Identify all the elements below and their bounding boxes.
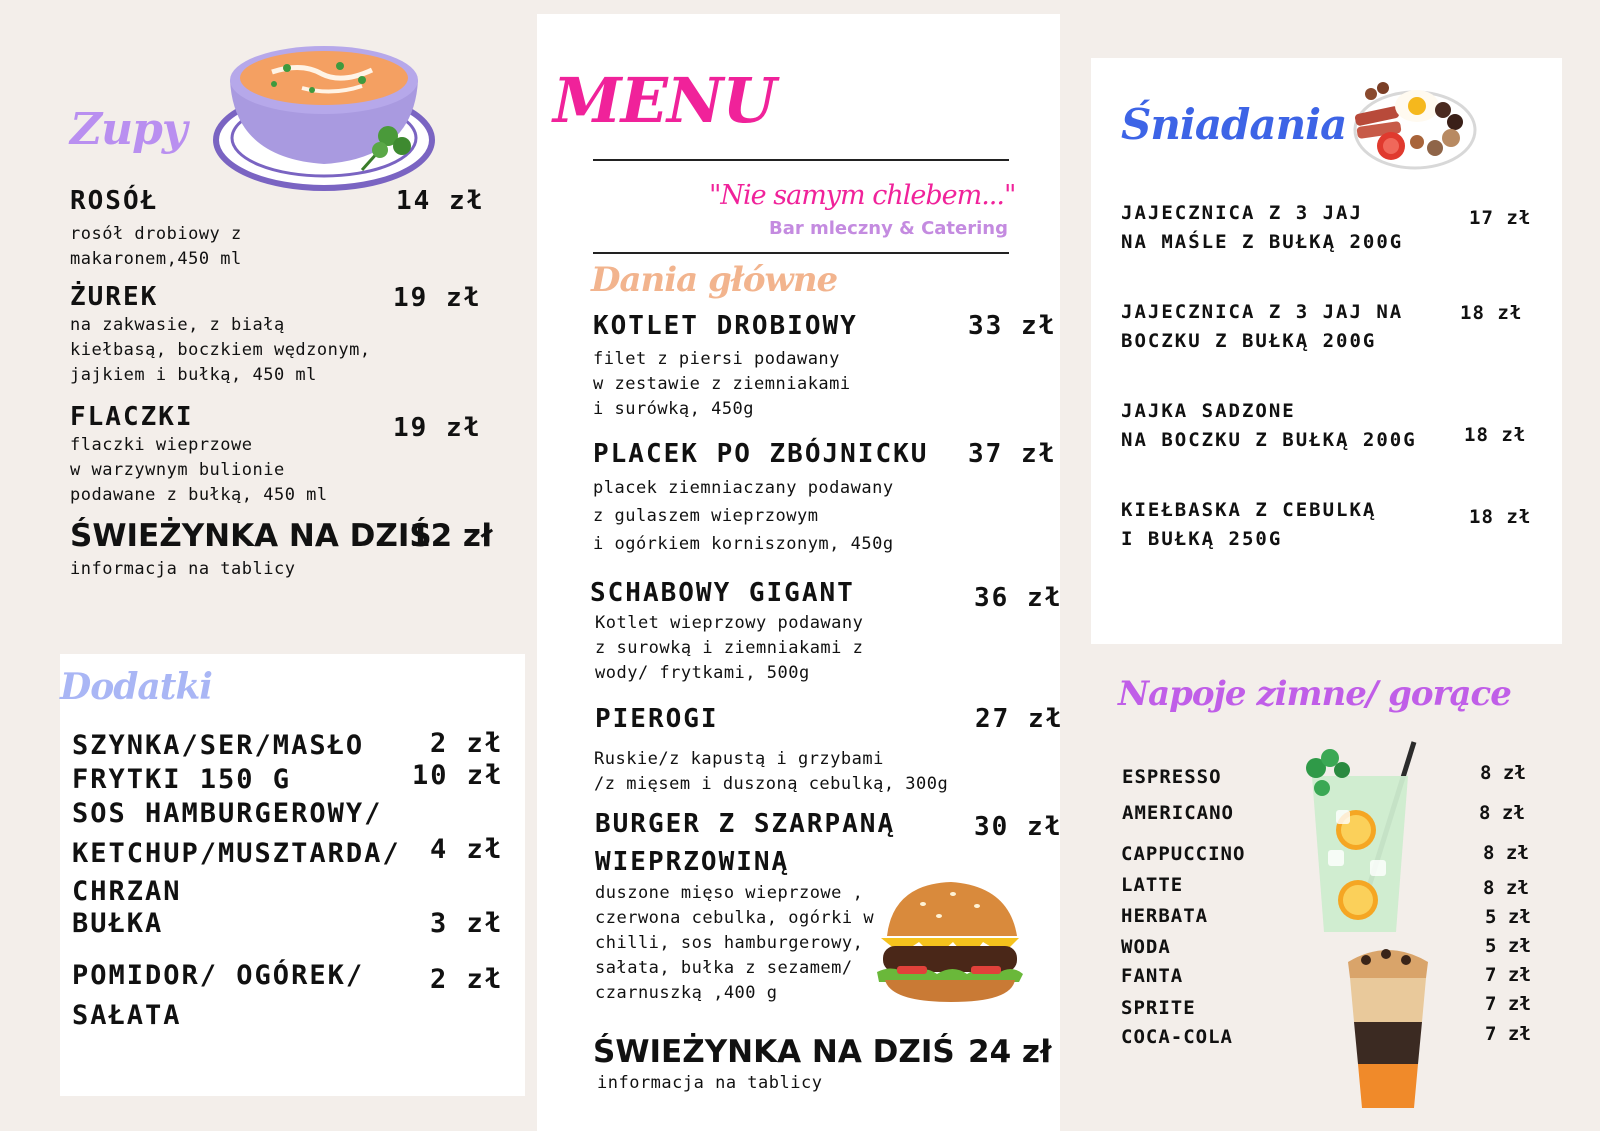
drink-item-price: 8 zł bbox=[1483, 842, 1529, 864]
divider-bottom bbox=[593, 252, 1009, 254]
soup-item-desc: flaczki wieprzowe w warzywnym bulionie podawane z bułką, 450 ml bbox=[70, 435, 328, 505]
burger-illustration bbox=[873, 880, 1025, 1006]
tagline: "Nie samym chlebem..." bbox=[709, 180, 1016, 211]
side-item-price: 2 zł bbox=[430, 964, 504, 995]
breakfast-item-name: JAJECZNICA Z 3 JAJ NA MAŚLE Z BUŁKĄ 200G bbox=[1121, 202, 1404, 253]
soup-item-desc: na zakwasie, z białą kiełbasą, boczkiem wędzonym, jajkiem i bułką, 450 ml bbox=[70, 315, 371, 385]
main-item-desc: Kotlet wieprzowy podawany z surowką i ziemniakami z wody/ frytkami, 500g bbox=[595, 613, 864, 683]
drink-item-price: 8 zł bbox=[1480, 762, 1526, 784]
main-special-price: 24 zł bbox=[968, 1034, 1052, 1070]
main-panel bbox=[537, 14, 1064, 1131]
main-item-price: 30 zł bbox=[974, 812, 1063, 842]
lemonade-glass-illustration bbox=[1296, 740, 1424, 936]
breakfast-item-price: 17 zł bbox=[1469, 207, 1532, 229]
drink-item-name: ESPRESSO bbox=[1122, 766, 1222, 788]
breakfast-item-price: 18 zł bbox=[1464, 424, 1527, 446]
drink-item-price: 8 zł bbox=[1479, 802, 1525, 824]
main-item-price: 27 zł bbox=[975, 704, 1064, 734]
breakfast-item-price: 18 zł bbox=[1460, 302, 1523, 324]
side-item-price: 4 zł bbox=[430, 834, 504, 865]
side-item-name: FRYTKI 150 G bbox=[72, 764, 292, 795]
sides-panel bbox=[60, 654, 525, 1096]
sides-heading: Dodatki bbox=[60, 666, 212, 708]
breakfast-item-name: KIEŁBASKA Z CEBULKĄ I BUŁKĄ 250G bbox=[1121, 499, 1377, 550]
main-item-desc: placek ziemniaczany podawany z gulaszem wieprzowym i ogórkiem korniszonym, 450g bbox=[593, 478, 894, 554]
drink-item-price: 8 zł bbox=[1483, 877, 1529, 899]
breakfast-item-name: JAJKA SADZONE NA BOCZKU Z BUŁKĄ 200G bbox=[1121, 400, 1417, 451]
main-item-desc: Ruskie/z kapustą i grzybami /z mięsem i duszoną cebulką, 300g bbox=[594, 749, 949, 794]
main-item-name: PLACEK PO ZBÓJNICKU bbox=[593, 439, 929, 469]
side-item-price: 10 zł bbox=[412, 760, 504, 791]
soup-item-desc: rosół drobiowy z makaronem,450 ml bbox=[70, 224, 242, 269]
drink-item-price: 7 zł bbox=[1485, 993, 1531, 1015]
side-item-name: CHRZAN bbox=[72, 876, 182, 907]
iced-coffee-illustration bbox=[1340, 944, 1436, 1112]
soup-item-name: ŻUREK bbox=[70, 282, 159, 312]
soups-heading: Zupy bbox=[70, 104, 187, 155]
side-item-name: POMIDOR/ OGÓREK/ bbox=[72, 960, 365, 991]
soup-item-price: 14 zł bbox=[396, 186, 485, 216]
soup-item-name: ROSÓŁ bbox=[70, 186, 159, 216]
side-item-price: 2 zł bbox=[430, 728, 504, 759]
side-item-name: SAŁATA bbox=[72, 1000, 182, 1031]
drink-item-name: CAPPUCCINO bbox=[1121, 843, 1246, 865]
menu-title: MENU bbox=[553, 64, 776, 137]
breakfast-plate-illustration bbox=[1351, 80, 1479, 172]
drink-item-name: HERBATA bbox=[1121, 905, 1209, 927]
drink-item-name: FANTA bbox=[1121, 965, 1184, 987]
soup-item-price: 19 zł bbox=[393, 283, 482, 313]
side-item-price: 3 zł bbox=[430, 908, 504, 939]
main-item-desc: duszone mięso wieprzowe , czerwona cebulka, ogórki w chilli, sos hamburgerowy, sałata, bułka z sezamem/ czarnuszką ,400 g bbox=[595, 883, 875, 1003]
side-item-name: SOS HAMBURGEROWY/ bbox=[72, 798, 383, 829]
soups-special-name: ŚWIEŻYNKA NA DZIŚ bbox=[70, 518, 432, 554]
main-item-name: SCHABOWY GIGANT bbox=[590, 578, 855, 608]
breakfast-heading: Śniadania bbox=[1121, 100, 1347, 149]
breakfast-item-name: JAJECZNICA Z 3 JAJ NA BOCZKU Z BUŁKĄ 200G bbox=[1121, 301, 1404, 352]
main-item-name: PIEROGI bbox=[595, 704, 719, 734]
main-item-price: 37 zł bbox=[968, 439, 1057, 469]
drink-item-name: SPRITE bbox=[1121, 997, 1196, 1019]
soup-item-name: FLACZKI bbox=[70, 402, 194, 432]
divider-top bbox=[593, 159, 1009, 161]
breakfast-panel bbox=[1091, 58, 1562, 644]
drinks-heading: Napoje zimne/ gorące bbox=[1118, 674, 1511, 714]
breakfast-item-price: 18 zł bbox=[1469, 506, 1532, 528]
main-item-desc: filet z piersi podawany w zestawie z ziemniakami i surówką, 450g bbox=[593, 349, 851, 419]
soups-special-note: informacja na tablicy bbox=[70, 559, 296, 579]
drink-item-name: COCA-COLA bbox=[1121, 1026, 1233, 1048]
soup-bowl-illustration bbox=[212, 30, 440, 196]
brand-name: Bar mleczny & Catering bbox=[769, 218, 1008, 239]
side-item-name: SZYNKA/SER/MASŁO bbox=[72, 730, 365, 761]
main-item-name: KOTLET DROBIOWY bbox=[593, 311, 858, 341]
main-item-name-line2: WIEPRZOWINĄ bbox=[595, 847, 790, 877]
drink-item-name: AMERICANO bbox=[1122, 802, 1234, 824]
drink-item-price: 7 zł bbox=[1485, 1023, 1531, 1045]
drink-item-price: 7 zł bbox=[1485, 964, 1531, 986]
main-special-name: ŚWIEŻYNKA NA DZIŚ bbox=[593, 1034, 955, 1070]
drink-item-name: WODA bbox=[1121, 936, 1171, 958]
main-special-note: informacja na tablicy bbox=[597, 1073, 823, 1093]
main-item-price: 33 zł bbox=[968, 311, 1057, 341]
side-item-name: BUŁKA bbox=[72, 908, 164, 939]
drink-item-price: 5 zł bbox=[1485, 906, 1531, 928]
soups-special-price: 12 zł bbox=[409, 518, 493, 554]
drink-item-name: LATTE bbox=[1121, 874, 1184, 896]
main-heading: Dania główne bbox=[591, 260, 838, 300]
soup-item-price: 19 zł bbox=[393, 413, 482, 443]
main-item-price: 36 zł bbox=[974, 583, 1063, 613]
drink-item-price: 5 zł bbox=[1485, 935, 1531, 957]
side-item-name: KETCHUP/MUSZTARDA/ bbox=[72, 838, 401, 869]
main-item-name: BURGER Z SZARPANĄ bbox=[595, 809, 896, 839]
